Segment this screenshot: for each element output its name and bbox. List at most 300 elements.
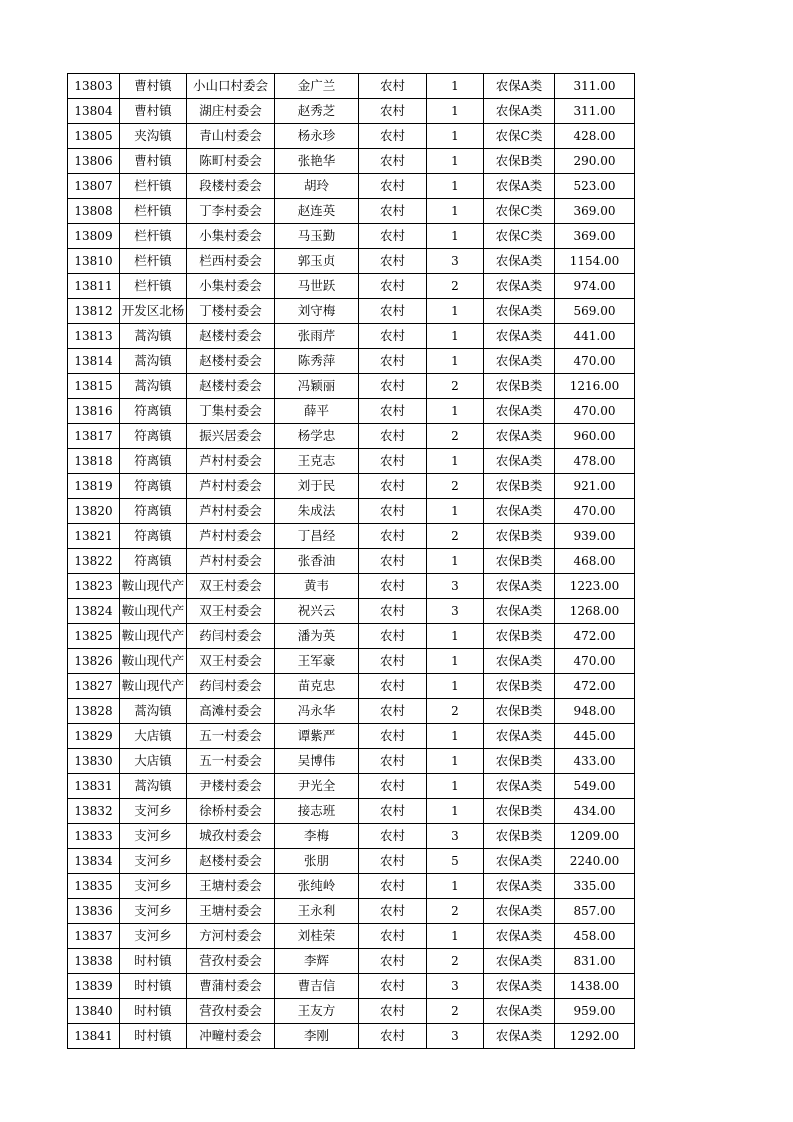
insurance-class-cell: 农保B类	[484, 799, 555, 824]
household-count-cell: 1	[427, 224, 484, 249]
insurance-class-cell: 农保B类	[484, 524, 555, 549]
household-count-cell: 1	[427, 649, 484, 674]
village-committee-cell: 营孜村委会	[187, 949, 275, 974]
area-type-cell: 农村	[359, 824, 427, 849]
amount-cell: 470.00	[555, 499, 635, 524]
insurance-class-cell: 农保B类	[484, 149, 555, 174]
amount-cell: 470.00	[555, 649, 635, 674]
name-cell: 王克志	[275, 449, 359, 474]
amount-cell: 335.00	[555, 874, 635, 899]
town-cell: 符离镇	[120, 424, 187, 449]
area-type-cell: 农村	[359, 349, 427, 374]
household-count-cell: 1	[427, 799, 484, 824]
town-cell: 栏杆镇	[120, 199, 187, 224]
record-id-cell: 13819	[68, 474, 120, 499]
town-cell: 支河乡	[120, 899, 187, 924]
amount-cell: 472.00	[555, 674, 635, 699]
amount-cell: 311.00	[555, 99, 635, 124]
household-count-cell: 3	[427, 974, 484, 999]
household-count-cell: 1	[427, 749, 484, 774]
table-row	[68, 474, 635, 499]
area-type-cell: 农村	[359, 899, 427, 924]
village-committee-cell: 赵楼村委会	[187, 349, 275, 374]
record-id-cell: 13820	[68, 499, 120, 524]
town-cell: 蒿沟镇	[120, 324, 187, 349]
household-count-cell: 1	[427, 124, 484, 149]
household-count-cell: 3	[427, 599, 484, 624]
village-committee-cell: 芦村村委会	[187, 499, 275, 524]
table-row	[68, 99, 635, 124]
household-count-cell: 1	[427, 74, 484, 99]
amount-cell: 470.00	[555, 349, 635, 374]
town-cell: 符离镇	[120, 449, 187, 474]
household-count-cell: 1	[427, 349, 484, 374]
record-id-cell: 13834	[68, 849, 120, 874]
name-cell: 马世跃	[275, 274, 359, 299]
village-committee-cell: 双王村委会	[187, 599, 275, 624]
town-cell: 夹沟镇	[120, 124, 187, 149]
insurance-class-cell: 农保A类	[484, 1024, 555, 1049]
table-row	[68, 974, 635, 999]
area-type-cell: 农村	[359, 849, 427, 874]
town-cell: 曹村镇	[120, 99, 187, 124]
name-cell: 马玉勤	[275, 224, 359, 249]
name-cell: 冯永华	[275, 699, 359, 724]
record-id-cell: 13811	[68, 274, 120, 299]
table-row	[68, 724, 635, 749]
insurance-class-cell: 农保A类	[484, 449, 555, 474]
area-type-cell: 农村	[359, 1024, 427, 1049]
amount-cell: 523.00	[555, 174, 635, 199]
household-count-cell: 3	[427, 1024, 484, 1049]
village-committee-cell: 小集村委会	[187, 274, 275, 299]
name-cell: 胡玲	[275, 174, 359, 199]
town-cell: 支河乡	[120, 924, 187, 949]
insurance-class-cell: 农保A类	[484, 774, 555, 799]
table-row	[68, 599, 635, 624]
town-cell: 蒿沟镇	[120, 374, 187, 399]
town-cell: 栏杆镇	[120, 249, 187, 274]
village-committee-cell: 湖庄村委会	[187, 99, 275, 124]
amount-cell: 1154.00	[555, 249, 635, 274]
insurance-class-cell: 农保A类	[484, 599, 555, 624]
name-cell: 王永利	[275, 899, 359, 924]
village-committee-cell: 小集村委会	[187, 224, 275, 249]
table-row	[68, 424, 635, 449]
household-count-cell: 2	[427, 999, 484, 1024]
amount-cell: 2240.00	[555, 849, 635, 874]
record-id-cell: 13835	[68, 874, 120, 899]
household-count-cell: 1	[427, 499, 484, 524]
area-type-cell: 农村	[359, 574, 427, 599]
table-body	[68, 74, 635, 1049]
household-count-cell: 2	[427, 899, 484, 924]
village-committee-cell: 双王村委会	[187, 574, 275, 599]
record-id-cell: 13825	[68, 624, 120, 649]
area-type-cell: 农村	[359, 999, 427, 1024]
area-type-cell: 农村	[359, 149, 427, 174]
amount-cell: 441.00	[555, 324, 635, 349]
household-count-cell: 1	[427, 874, 484, 899]
amount-cell: 428.00	[555, 124, 635, 149]
amount-cell: 831.00	[555, 949, 635, 974]
household-count-cell: 1	[427, 324, 484, 349]
insurance-class-cell: 农保A类	[484, 574, 555, 599]
amount-cell: 939.00	[555, 524, 635, 549]
area-type-cell: 农村	[359, 974, 427, 999]
table-row	[68, 999, 635, 1024]
table-row	[68, 74, 635, 99]
table-row	[68, 674, 635, 699]
record-id-cell: 13837	[68, 924, 120, 949]
village-committee-cell: 青山村委会	[187, 124, 275, 149]
name-cell: 冯颖丽	[275, 374, 359, 399]
name-cell: 王友方	[275, 999, 359, 1024]
amount-cell: 569.00	[555, 299, 635, 324]
household-count-cell: 2	[427, 424, 484, 449]
amount-cell: 1209.00	[555, 824, 635, 849]
table-row	[68, 449, 635, 474]
household-count-cell: 2	[427, 274, 484, 299]
record-id-cell: 13830	[68, 749, 120, 774]
village-committee-cell: 王塘村委会	[187, 874, 275, 899]
insurance-class-cell: 农保C类	[484, 124, 555, 149]
insurance-class-cell: 农保A类	[484, 274, 555, 299]
insurance-class-cell: 农保A类	[484, 324, 555, 349]
name-cell: 赵连英	[275, 199, 359, 224]
household-count-cell: 2	[427, 374, 484, 399]
village-committee-cell: 陈町村委会	[187, 149, 275, 174]
area-type-cell: 农村	[359, 549, 427, 574]
amount-cell: 369.00	[555, 224, 635, 249]
amount-cell: 1438.00	[555, 974, 635, 999]
village-committee-cell: 振兴居委会	[187, 424, 275, 449]
area-type-cell: 农村	[359, 949, 427, 974]
household-count-cell: 1	[427, 774, 484, 799]
table-row	[68, 1024, 635, 1049]
insurance-class-cell: 农保A类	[484, 974, 555, 999]
name-cell: 陈秀萍	[275, 349, 359, 374]
record-id-cell: 13810	[68, 249, 120, 274]
table-row	[68, 774, 635, 799]
town-cell: 符离镇	[120, 524, 187, 549]
table-row	[68, 699, 635, 724]
table-row	[68, 374, 635, 399]
name-cell: 赵秀芝	[275, 99, 359, 124]
record-id-cell: 13814	[68, 349, 120, 374]
town-cell: 支河乡	[120, 824, 187, 849]
record-id-cell: 13817	[68, 424, 120, 449]
amount-cell: 948.00	[555, 699, 635, 724]
amount-cell: 445.00	[555, 724, 635, 749]
village-committee-cell: 曹蒲村委会	[187, 974, 275, 999]
area-type-cell: 农村	[359, 274, 427, 299]
record-id-cell: 13816	[68, 399, 120, 424]
name-cell: 接志班	[275, 799, 359, 824]
town-cell: 时村镇	[120, 949, 187, 974]
village-committee-cell: 双王村委会	[187, 649, 275, 674]
insurance-class-cell: 农保C类	[484, 224, 555, 249]
amount-cell: 472.00	[555, 624, 635, 649]
record-id-cell: 13841	[68, 1024, 120, 1049]
area-type-cell: 农村	[359, 774, 427, 799]
name-cell: 张雨芹	[275, 324, 359, 349]
amount-cell: 290.00	[555, 149, 635, 174]
insurance-class-cell: 农保A类	[484, 499, 555, 524]
amount-cell: 369.00	[555, 199, 635, 224]
area-type-cell: 农村	[359, 599, 427, 624]
household-count-cell: 1	[427, 399, 484, 424]
record-id-cell: 13831	[68, 774, 120, 799]
amount-cell: 960.00	[555, 424, 635, 449]
name-cell: 苗克忠	[275, 674, 359, 699]
village-committee-cell: 丁集村委会	[187, 399, 275, 424]
table-row	[68, 274, 635, 299]
record-id-cell: 13812	[68, 299, 120, 324]
town-cell: 鞍山现代产	[120, 649, 187, 674]
area-type-cell: 农村	[359, 924, 427, 949]
table-row	[68, 149, 635, 174]
village-committee-cell: 丁李村委会	[187, 199, 275, 224]
table-row	[68, 124, 635, 149]
area-type-cell: 农村	[359, 199, 427, 224]
area-type-cell: 农村	[359, 74, 427, 99]
household-count-cell: 1	[427, 299, 484, 324]
amount-cell: 1216.00	[555, 374, 635, 399]
name-cell: 薛平	[275, 399, 359, 424]
insurance-class-cell: 农保A类	[484, 99, 555, 124]
insurance-class-cell: 农保C类	[484, 199, 555, 224]
name-cell: 李刚	[275, 1024, 359, 1049]
household-count-cell: 1	[427, 924, 484, 949]
name-cell: 祝兴云	[275, 599, 359, 624]
town-cell: 时村镇	[120, 974, 187, 999]
town-cell: 支河乡	[120, 874, 187, 899]
household-table	[67, 73, 635, 1049]
record-id-cell: 13813	[68, 324, 120, 349]
amount-cell: 1292.00	[555, 1024, 635, 1049]
area-type-cell: 农村	[359, 174, 427, 199]
town-cell: 符离镇	[120, 499, 187, 524]
village-committee-cell: 段楼村委会	[187, 174, 275, 199]
record-id-cell: 13833	[68, 824, 120, 849]
village-committee-cell: 高滩村委会	[187, 699, 275, 724]
insurance-class-cell: 农保B类	[484, 374, 555, 399]
insurance-class-cell: 农保A类	[484, 649, 555, 674]
household-count-cell: 5	[427, 849, 484, 874]
area-type-cell: 农村	[359, 749, 427, 774]
record-id-cell: 13803	[68, 74, 120, 99]
area-type-cell: 农村	[359, 374, 427, 399]
village-committee-cell: 徐桥村委会	[187, 799, 275, 824]
insurance-class-cell: 农保A类	[484, 174, 555, 199]
amount-cell: 959.00	[555, 999, 635, 1024]
area-type-cell: 农村	[359, 399, 427, 424]
record-id-cell: 13815	[68, 374, 120, 399]
name-cell: 丁昌经	[275, 524, 359, 549]
table-row	[68, 249, 635, 274]
village-committee-cell: 丁楼村委会	[187, 299, 275, 324]
town-cell: 支河乡	[120, 849, 187, 874]
town-cell: 栏杆镇	[120, 224, 187, 249]
area-type-cell: 农村	[359, 624, 427, 649]
area-type-cell: 农村	[359, 449, 427, 474]
village-committee-cell: 五一村委会	[187, 749, 275, 774]
village-committee-cell: 尹楼村委会	[187, 774, 275, 799]
record-id-cell: 13822	[68, 549, 120, 574]
record-id-cell: 13832	[68, 799, 120, 824]
town-cell: 大店镇	[120, 749, 187, 774]
insurance-class-cell: 农保A类	[484, 349, 555, 374]
area-type-cell: 农村	[359, 474, 427, 499]
village-committee-cell: 芦村村委会	[187, 449, 275, 474]
name-cell: 张艳华	[275, 149, 359, 174]
table-row	[68, 874, 635, 899]
town-cell: 鞍山现代产	[120, 574, 187, 599]
household-count-cell: 1	[427, 724, 484, 749]
area-type-cell: 农村	[359, 424, 427, 449]
town-cell: 开发区北杨	[120, 299, 187, 324]
household-count-cell: 1	[427, 99, 484, 124]
area-type-cell: 农村	[359, 799, 427, 824]
village-committee-cell: 小山口村委会	[187, 74, 275, 99]
amount-cell: 1268.00	[555, 599, 635, 624]
town-cell: 栏杆镇	[120, 174, 187, 199]
table-row	[68, 824, 635, 849]
area-type-cell: 农村	[359, 649, 427, 674]
record-id-cell: 13840	[68, 999, 120, 1024]
table-row	[68, 324, 635, 349]
insurance-class-cell: 农保A类	[484, 424, 555, 449]
area-type-cell: 农村	[359, 299, 427, 324]
village-committee-cell: 王塘村委会	[187, 899, 275, 924]
record-id-cell: 13838	[68, 949, 120, 974]
town-cell: 大店镇	[120, 724, 187, 749]
village-committee-cell: 赵楼村委会	[187, 324, 275, 349]
name-cell: 李辉	[275, 949, 359, 974]
village-committee-cell: 营孜村委会	[187, 999, 275, 1024]
town-cell: 支河乡	[120, 799, 187, 824]
table-row	[68, 899, 635, 924]
town-cell: 鞍山现代产	[120, 599, 187, 624]
village-committee-cell: 芦村村委会	[187, 524, 275, 549]
record-id-cell: 13823	[68, 574, 120, 599]
name-cell: 尹光全	[275, 774, 359, 799]
amount-cell: 433.00	[555, 749, 635, 774]
household-count-cell: 2	[427, 474, 484, 499]
insurance-class-cell: 农保B类	[484, 749, 555, 774]
table-row	[68, 549, 635, 574]
insurance-class-cell: 农保A类	[484, 999, 555, 1024]
insurance-class-cell: 农保A类	[484, 249, 555, 274]
table-row	[68, 224, 635, 249]
area-type-cell: 农村	[359, 324, 427, 349]
record-id-cell: 13807	[68, 174, 120, 199]
household-count-cell: 1	[427, 199, 484, 224]
insurance-class-cell: 农保A类	[484, 874, 555, 899]
record-id-cell: 13805	[68, 124, 120, 149]
record-id-cell: 13804	[68, 99, 120, 124]
household-count-cell: 2	[427, 524, 484, 549]
name-cell: 王军豪	[275, 649, 359, 674]
insurance-class-cell: 农保A类	[484, 299, 555, 324]
area-type-cell: 农村	[359, 249, 427, 274]
area-type-cell: 农村	[359, 499, 427, 524]
insurance-class-cell: 农保B类	[484, 674, 555, 699]
record-id-cell: 13828	[68, 699, 120, 724]
household-count-cell: 2	[427, 949, 484, 974]
area-type-cell: 农村	[359, 124, 427, 149]
name-cell: 李梅	[275, 824, 359, 849]
name-cell: 张纯岭	[275, 874, 359, 899]
table-row	[68, 799, 635, 824]
table-row	[68, 174, 635, 199]
record-id-cell: 13821	[68, 524, 120, 549]
name-cell: 朱成法	[275, 499, 359, 524]
table-row	[68, 624, 635, 649]
village-committee-cell: 药闫村委会	[187, 624, 275, 649]
record-id-cell: 13818	[68, 449, 120, 474]
record-id-cell: 13829	[68, 724, 120, 749]
record-id-cell: 13827	[68, 674, 120, 699]
household-count-cell: 1	[427, 449, 484, 474]
insurance-class-cell: 农保B类	[484, 474, 555, 499]
table-row	[68, 574, 635, 599]
amount-cell: 1223.00	[555, 574, 635, 599]
village-committee-cell: 栏西村委会	[187, 249, 275, 274]
name-cell: 张香油	[275, 549, 359, 574]
name-cell: 金广兰	[275, 74, 359, 99]
amount-cell: 468.00	[555, 549, 635, 574]
town-cell: 栏杆镇	[120, 274, 187, 299]
amount-cell: 921.00	[555, 474, 635, 499]
household-count-cell: 2	[427, 699, 484, 724]
town-cell: 符离镇	[120, 549, 187, 574]
table-row	[68, 499, 635, 524]
name-cell: 刘于民	[275, 474, 359, 499]
amount-cell: 857.00	[555, 899, 635, 924]
town-cell: 蒿沟镇	[120, 349, 187, 374]
insurance-class-cell: 农保B类	[484, 824, 555, 849]
amount-cell: 974.00	[555, 274, 635, 299]
household-count-cell: 3	[427, 249, 484, 274]
name-cell: 刘守梅	[275, 299, 359, 324]
town-cell: 时村镇	[120, 1024, 187, 1049]
village-committee-cell: 冲疃村委会	[187, 1024, 275, 1049]
household-count-cell: 1	[427, 149, 484, 174]
name-cell: 杨学忠	[275, 424, 359, 449]
area-type-cell: 农村	[359, 99, 427, 124]
town-cell: 鞍山现代产	[120, 674, 187, 699]
table-row	[68, 524, 635, 549]
area-type-cell: 农村	[359, 724, 427, 749]
area-type-cell: 农村	[359, 699, 427, 724]
household-count-cell: 1	[427, 674, 484, 699]
village-committee-cell: 城孜村委会	[187, 824, 275, 849]
village-committee-cell: 方河村委会	[187, 924, 275, 949]
table-row	[68, 749, 635, 774]
area-type-cell: 农村	[359, 674, 427, 699]
name-cell: 潘为英	[275, 624, 359, 649]
village-committee-cell: 药闫村委会	[187, 674, 275, 699]
record-id-cell: 13839	[68, 974, 120, 999]
amount-cell: 434.00	[555, 799, 635, 824]
insurance-class-cell: 农保B类	[484, 549, 555, 574]
household-count-cell: 1	[427, 624, 484, 649]
name-cell: 谭紫严	[275, 724, 359, 749]
name-cell: 吴博伟	[275, 749, 359, 774]
insurance-class-cell: 农保A类	[484, 924, 555, 949]
